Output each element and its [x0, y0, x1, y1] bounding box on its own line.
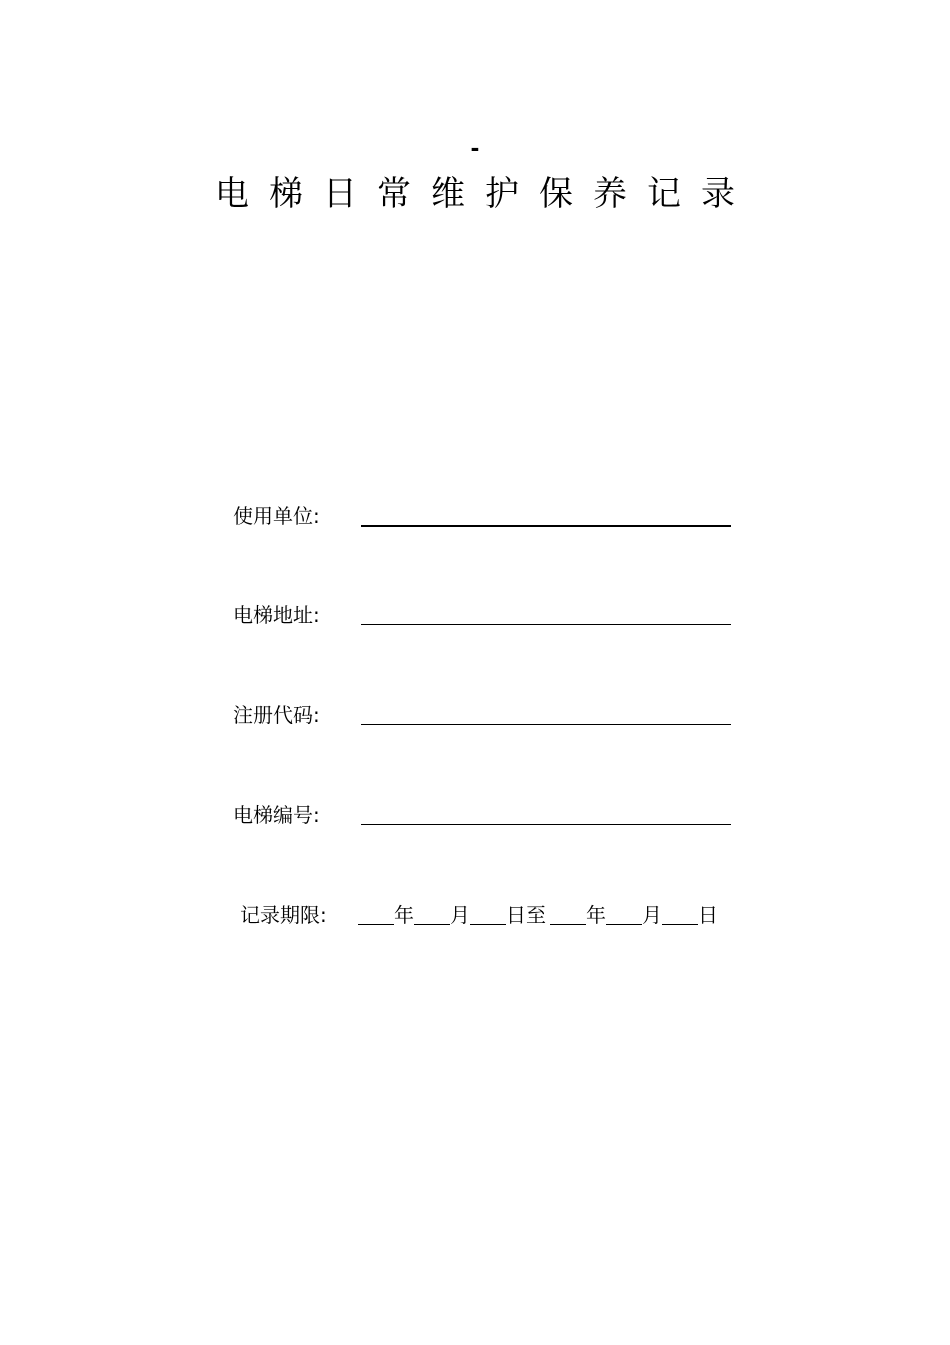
end-year-blank[interactable] — [550, 902, 586, 925]
elevator-number-fill-line[interactable] — [361, 824, 731, 825]
header-mark: - — [470, 132, 480, 162]
record-period — [240, 899, 718, 931]
record-period-label: 记录期限: — [240, 903, 327, 927]
start-day-blank[interactable] — [470, 902, 506, 925]
field-label-elevator-number: 电梯编号: — [233, 803, 320, 827]
start-year-unit: 年 — [394, 903, 414, 927]
field-label-elevator-address: 电梯地址: — [233, 603, 320, 627]
start-day-to-unit: 日至 — [506, 903, 546, 927]
end-day-unit: 日 — [698, 903, 718, 927]
field-label-user-unit: 使用单位: — [233, 504, 320, 528]
end-year-unit: 年 — [586, 903, 606, 927]
field-label-registration-code: 注册代码: — [233, 703, 320, 727]
end-month-unit: 月 — [642, 903, 662, 927]
elevator-address-fill-line[interactable] — [361, 624, 731, 625]
end-day-blank[interactable] — [662, 902, 698, 925]
start-month-unit: 月 — [450, 903, 470, 927]
end-month-blank[interactable] — [606, 902, 642, 925]
registration-code-fill-line[interactable] — [361, 724, 731, 725]
user-unit-fill-line[interactable] — [361, 525, 731, 527]
start-month-blank[interactable] — [414, 902, 450, 925]
start-year-blank[interactable] — [358, 902, 394, 925]
page-title: 电梯日常维护保养记录 — [215, 174, 755, 214]
